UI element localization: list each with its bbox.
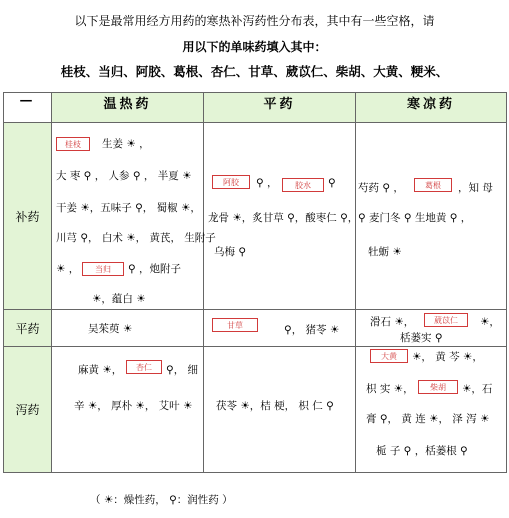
- cell-neutral-warm: [52, 310, 204, 347]
- cell-text: 吴茱萸 ☀: [88, 323, 133, 335]
- cell-purge-neutral: [204, 347, 356, 473]
- cell-tonify-warm: [52, 123, 216, 310]
- blank-box: 当归: [82, 262, 124, 276]
- blank-box: 葳苡仁: [424, 313, 468, 327]
- row-neutral: [4, 310, 507, 347]
- header-cold: 寒凉药: [356, 93, 507, 123]
- cell-text: 龙骨 ☀，炙甘草 ⚲，酸枣仁 ⚲，: [208, 212, 359, 224]
- blank-box: 杏仁: [126, 360, 162, 374]
- blank-box: 胶水: [282, 178, 324, 192]
- intro-line-2: 用以下的单味药填入其中：: [182, 40, 327, 54]
- blank-box: 柴胡: [418, 380, 458, 394]
- cell-text: ⚲: [328, 177, 336, 189]
- cell-text: 滑石 ☀，: [370, 316, 415, 328]
- legend: （ ☀：燥性药， ⚲：润性药 ）: [90, 494, 233, 506]
- cell-text: ☀ ，: [56, 263, 80, 275]
- header-neutral: 平药: [204, 93, 356, 123]
- row-purge: [4, 347, 507, 473]
- cell-text: ☀， 黄 芩 ☀，: [412, 351, 483, 363]
- header-corner: —: [4, 93, 52, 123]
- cell-text: ☀，: [480, 316, 500, 328]
- cell-text: 栀 子 ⚲ ，栝蒌根 ⚲: [376, 445, 468, 457]
- cell-text: ☀，石: [462, 383, 493, 395]
- cell-text: ☀，蕴白 ☀: [92, 293, 146, 305]
- herb-property-table: [3, 92, 507, 473]
- cell-text: 辛 ☀， 厚朴 ☀， 艾叶 ☀: [74, 400, 193, 412]
- header-warm: 温热药: [52, 93, 204, 123]
- row-label-neutral: 平药: [4, 310, 52, 347]
- cell-text: 膏 ⚲， 黄 连 ☀， 泽 泻 ☀: [366, 413, 490, 425]
- cell-text: 栝蒌实 ⚲: [400, 332, 443, 344]
- cell-text: ⚲ ，炮附子: [128, 263, 182, 275]
- blank-box: 桂枝: [56, 137, 90, 151]
- cell-text: ⚲ ，: [256, 177, 278, 189]
- intro-text: [0, 8, 509, 60]
- cell-text: 茯苓 ☀，桔 梗， 枳 仁 ⚲: [216, 400, 334, 412]
- cell-neutral-cold: [356, 310, 507, 347]
- cell-text: 乌梅 ⚲: [214, 246, 247, 258]
- cell-text: 干姜 ☀，五味子 ⚲， 蜀椒 ☀，: [56, 202, 201, 214]
- row-label-tonify: 补药: [4, 123, 52, 310]
- intro-line-1: 以下是最常用经方用药的寒热补泻药性分布表，其中有一些空格，请: [74, 14, 435, 28]
- cell-text: ⚲ 麦门冬 ⚲ 生地黄 ⚲ ，: [358, 212, 472, 224]
- cell-purge-cold: [356, 347, 507, 473]
- blank-box: 大黄: [370, 349, 408, 363]
- cell-text: 大 枣 ⚲ ， 人参 ⚲ ， 半夏 ☀: [56, 170, 192, 182]
- cell-text: 芍药 ⚲ ，: [358, 182, 404, 194]
- cell-text: 生姜 ☀ ，: [102, 138, 150, 150]
- cell-text: ⚲， 猪苓 ☀: [284, 324, 340, 336]
- cell-tonify-neutral: [204, 123, 359, 310]
- row-label-purge: 泻药: [4, 347, 52, 473]
- cell-text: 麻黄 ☀，: [78, 364, 123, 376]
- blank-box: 甘草: [212, 318, 258, 332]
- cell-neutral-neutral: [204, 310, 356, 347]
- cell-text: 牡蛎 ☀: [368, 246, 402, 258]
- cell-purge-warm: [52, 347, 204, 473]
- row-tonify: [4, 123, 507, 310]
- blank-box: 葛根: [414, 178, 452, 192]
- header-row: [4, 93, 507, 123]
- cell-tonify-cold: [356, 123, 507, 310]
- herb-list: 桂枝、当归、阿胶、葛根、杏仁、甘草、葳苡仁、柴胡、大黄、粳米、: [60, 64, 449, 79]
- cell-text: ，知 母: [458, 182, 493, 194]
- cell-text: ⚲， 细: [166, 364, 199, 376]
- cell-text: 枳 实 ☀，: [366, 383, 414, 395]
- cell-text: 川芎 ⚲， 白术 ☀， 黄芪， 生附子: [56, 232, 216, 244]
- blank-box: 阿胶: [212, 175, 250, 189]
